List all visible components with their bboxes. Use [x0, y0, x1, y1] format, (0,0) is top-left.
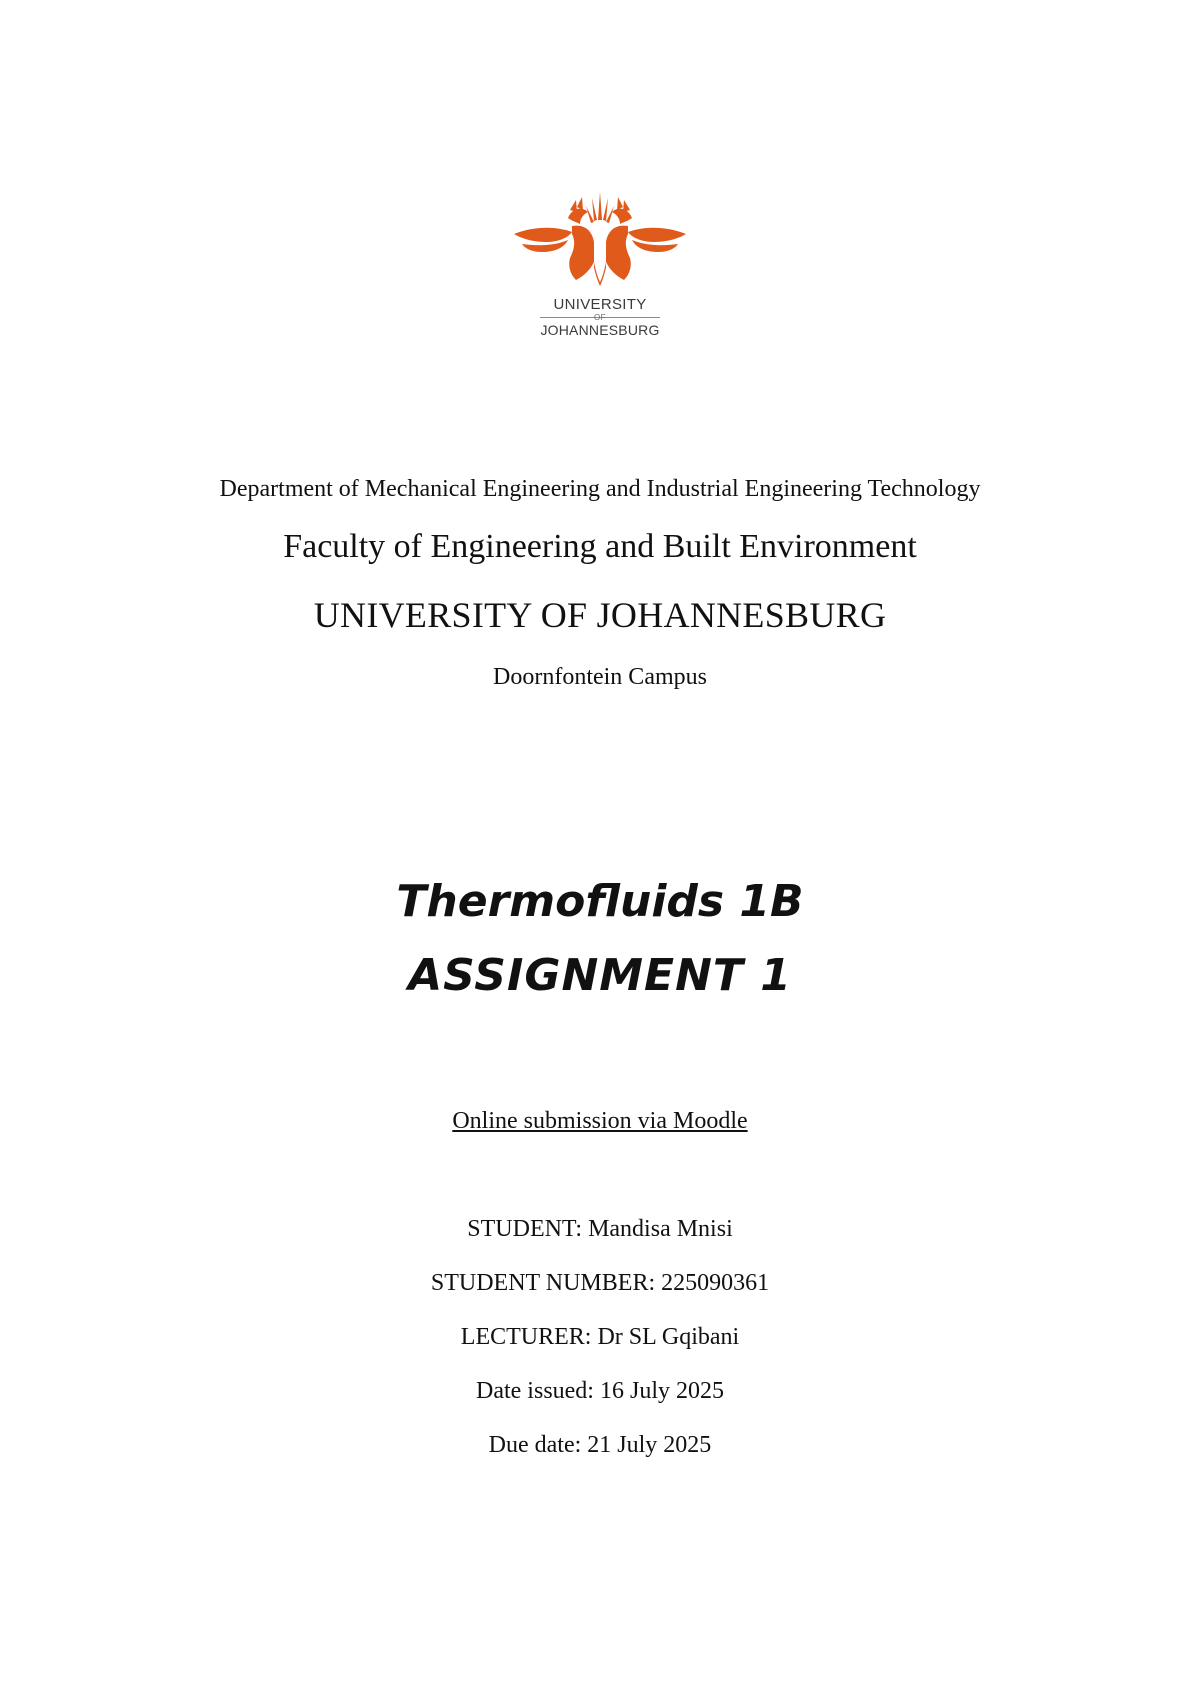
due-date: Due date: 21 July 2025	[488, 1432, 712, 1458]
date-issued: Date issued: 16 July 2025	[476, 1378, 724, 1404]
logo-johannesburg-text: JOHANNESBURG	[540, 322, 660, 338]
course-title: Thermofluids 1B	[396, 876, 804, 927]
hoopoe-emblem-icon	[510, 190, 690, 295]
department-heading: Department of Mechanical Engineering and Industrial Engineering Technology	[219, 476, 981, 502]
faculty-heading: Faculty of Engineering and Built Environment	[283, 528, 917, 565]
assignment-title: ASSIGNMENT 1	[408, 950, 792, 1001]
submission-note: Online submission via Moodle	[452, 1108, 748, 1134]
university-logo	[510, 190, 690, 350]
campus-heading: Doornfontein Campus	[493, 664, 707, 690]
student-name: STUDENT: Mandisa Mnisi	[467, 1216, 733, 1242]
logo-of-text: OF	[593, 313, 607, 322]
student-number: STUDENT NUMBER: 225090361	[430, 1270, 770, 1296]
logo-university-text: UNIVERSITY	[553, 296, 647, 313]
lecturer-name: LECTURER: Dr SL Gqibani	[460, 1324, 740, 1350]
university-heading: UNIVERSITY OF JOHANNESBURG	[313, 595, 887, 635]
